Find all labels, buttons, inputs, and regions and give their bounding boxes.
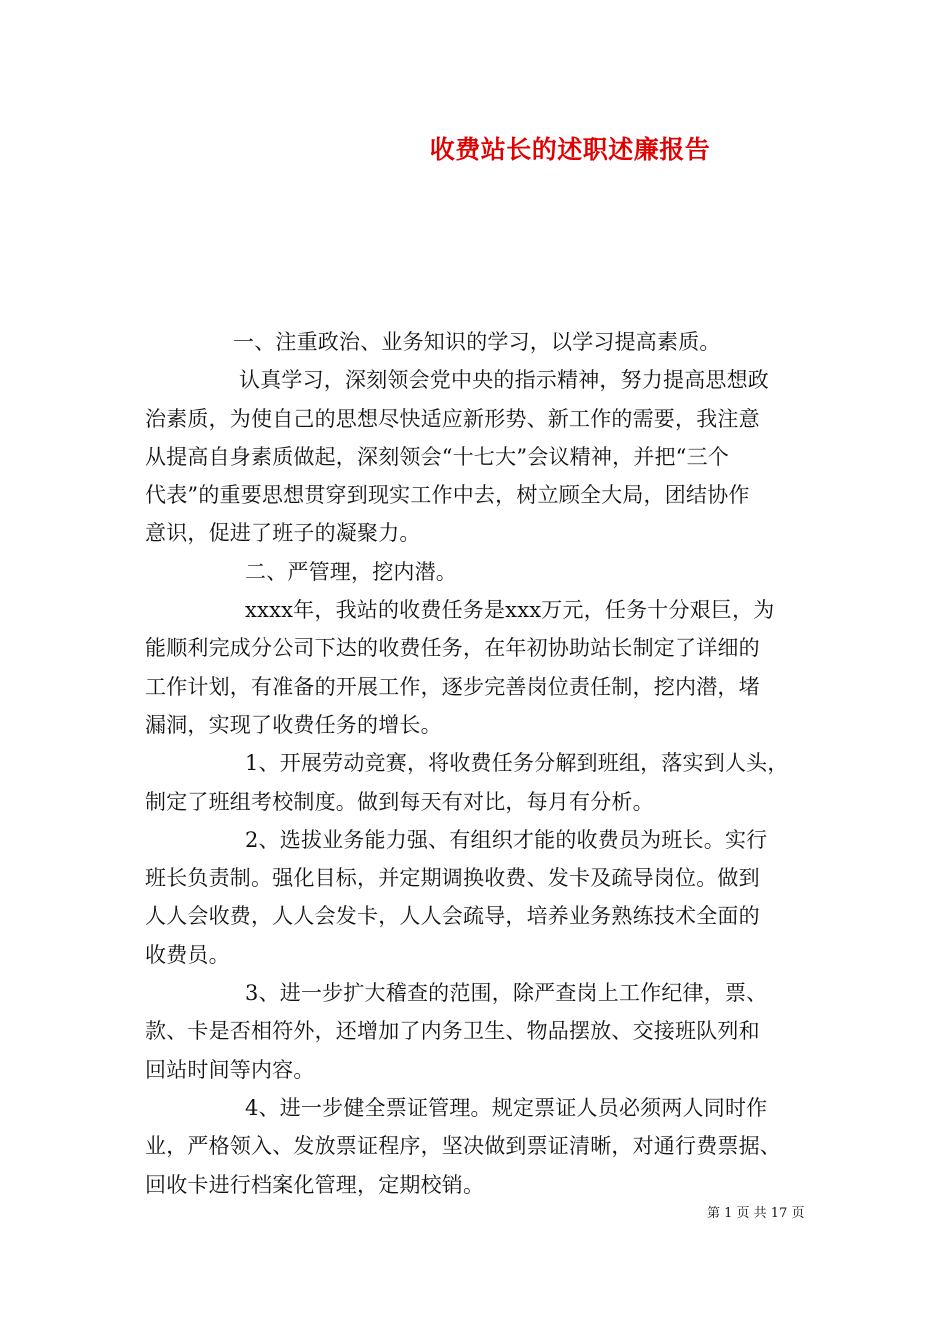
paragraph-line: 从提高自身素质做起，深刻领会“十七大”会议精神，并把“三个 <box>145 444 730 469</box>
paragraph-line: 班长负责制。强化目标，并定期调换收费、发卡及疏导岗位。做到 <box>145 866 760 891</box>
paragraph-line: 人人会收费，人人会发卡，人人会疏导，培养业务熟练技术全面的 <box>145 904 760 929</box>
paragraph-line: 业，严格领入、发放票证程序，坚决做到票证清晰，对通行费票据、 <box>145 1134 781 1159</box>
paragraph-line: 4、进一步健全票证管理。规定票证人员必须两人同时作 <box>245 1095 768 1120</box>
document-body <box>145 323 813 1204</box>
document-title: 收费站长的述职述廉报告 <box>429 135 711 164</box>
paragraph-line: 款、卡是否相符外，还增加了内务卫生、物品摆放、交接班队列和 <box>145 1019 760 1044</box>
page-footer: 第 1 页 共 17 页 <box>707 1206 805 1221</box>
paragraph-line: 3、进一步扩大稽查的范围，除严查岗上工作纪律，票、 <box>245 981 768 1006</box>
paragraph-line: 工作计划，有准备的开展工作，逐步完善岗位责任制，挖内潜，堵 <box>145 674 760 699</box>
paragraph-line: 能顺利完成分公司下达的收费任务，在年初协助站长制定了详细的 <box>145 636 760 661</box>
paragraph-line: 代表”的重要思想贯穿到现实工作中去，树立顾全大局，团结协作 <box>145 483 750 508</box>
paragraph-line: 回站时间等内容。 <box>145 1057 315 1082</box>
paragraph-line: 收费员。 <box>145 942 230 967</box>
paragraph-line: 治素质，为使自己的思想尽快适应新形势、新工作的需要，我注意 <box>145 406 760 431</box>
paragraph-line: 2、选拔业务能力强、有组织才能的收费员为班长。实行 <box>245 827 768 852</box>
paragraph-line: 制定了班组考校制度。做到每天有对比，每月有分析。 <box>145 789 654 814</box>
paragraph-line: 意识，促进了班子的凝聚力。 <box>145 521 421 546</box>
paragraph-line: 1、开展劳动竞赛，将收费任务分解到班组，落实到人头， <box>245 751 789 776</box>
paragraph-line: 二、严管理，挖内潜。 <box>245 559 457 584</box>
paragraph-line: 认真学习，深刻领会党中央的指示精神，努力提高思想政 <box>239 368 769 393</box>
paragraph-line: 回收卡进行档案化管理，定期校销。 <box>145 1172 485 1197</box>
paragraph-line: 漏洞，实现了收费任务的增长。 <box>145 712 442 737</box>
paragraph-line: 一、注重政治、业务知识的学习，以学习提高素质。 <box>233 330 721 354</box>
paragraph-line: xxxx年，我站的收费任务是xxx万元，任务十分艰巨，为 <box>245 598 775 623</box>
